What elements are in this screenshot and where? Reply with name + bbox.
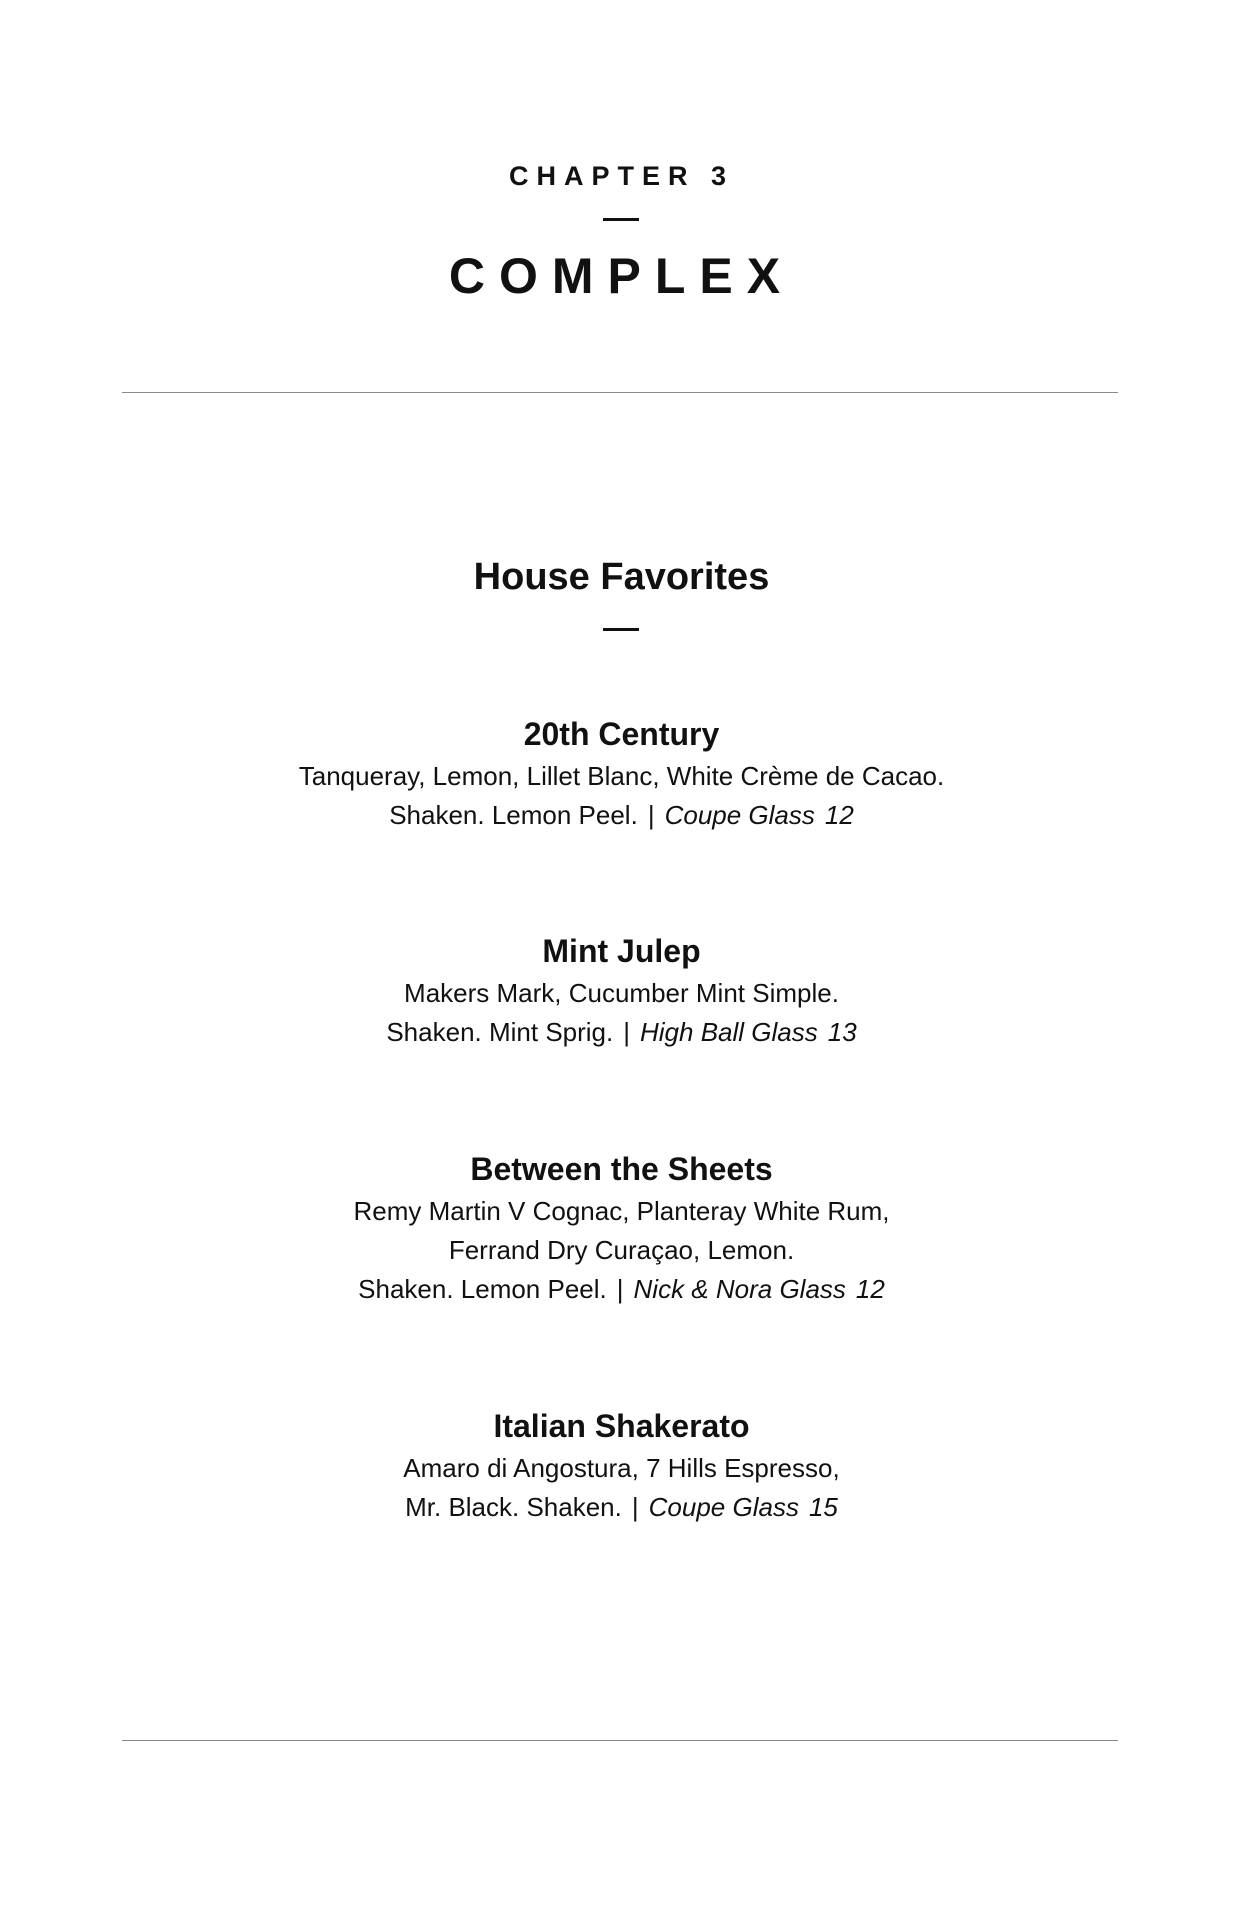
menu-item	[0, 1148, 1243, 1309]
menu-item-method: Shaken. Lemon Peel.	[389, 800, 638, 830]
chapter-title: COMPLEX	[448, 248, 795, 304]
menu-item-price: 12	[855, 1274, 885, 1304]
menu-item-separator: |	[623, 1017, 630, 1047]
section-title: House Favorites	[473, 556, 770, 598]
menu-item-price: 15	[808, 1492, 838, 1522]
menu-item-name: 20th Century	[523, 716, 720, 752]
menu-item-method: Mr. Black. Shaken.	[405, 1492, 622, 1522]
menu-item-method: Shaken. Mint Sprig.	[386, 1017, 614, 1047]
menu-item-details	[0, 1488, 1243, 1527]
menu-item-ingredients: Remy Martin V Cognac, Planteray White Rum,	[353, 1196, 890, 1226]
menu-item-ingredients: Amaro di Angostura, 7 Hills Espresso,	[403, 1453, 840, 1483]
chapter-divider-dash	[603, 218, 639, 221]
menu-item-ingredients: Ferrand Dry Curaçao, Lemon.	[448, 1235, 795, 1265]
top-rule	[122, 392, 1118, 393]
menu-item-separator: |	[631, 1492, 639, 1522]
menu-item	[0, 930, 1243, 1052]
menu-item-glass: High Ball Glass	[640, 1017, 818, 1047]
bottom-rule	[122, 1740, 1118, 1741]
menu-item-glass: Coupe Glass	[664, 800, 815, 830]
menu-item-separator: |	[616, 1274, 624, 1304]
menu-item-ingredients: Tanqueray, Lemon, Lillet Blanc, White Crème de Cacao.	[298, 761, 945, 791]
menu-item-glass: Coupe Glass	[648, 1492, 799, 1522]
menu-item-name: Italian Shakerato	[493, 1408, 750, 1444]
menu-item-price: 12	[824, 800, 854, 830]
section-divider-dash	[603, 628, 639, 631]
menu-item-details	[0, 796, 1243, 835]
menu-item-price: 13	[827, 1017, 857, 1047]
menu-item-details	[0, 1013, 1243, 1052]
menu-item-ingredients: Makers Mark, Cucumber Mint Simple.	[404, 978, 839, 1008]
menu-item-glass: Nick & Nora Glass	[633, 1274, 846, 1304]
menu-item-method: Shaken. Lemon Peel.	[358, 1274, 607, 1304]
chapter-label: CHAPTER 3	[508, 161, 735, 191]
menu-item-name: Between the Sheets	[470, 1151, 773, 1187]
menu-item	[0, 1405, 1243, 1527]
menu-item-details	[0, 1270, 1243, 1309]
menu-item-separator: |	[647, 800, 655, 830]
menu-item	[0, 713, 1243, 835]
menu-item-name: Mint Julep	[542, 933, 701, 969]
